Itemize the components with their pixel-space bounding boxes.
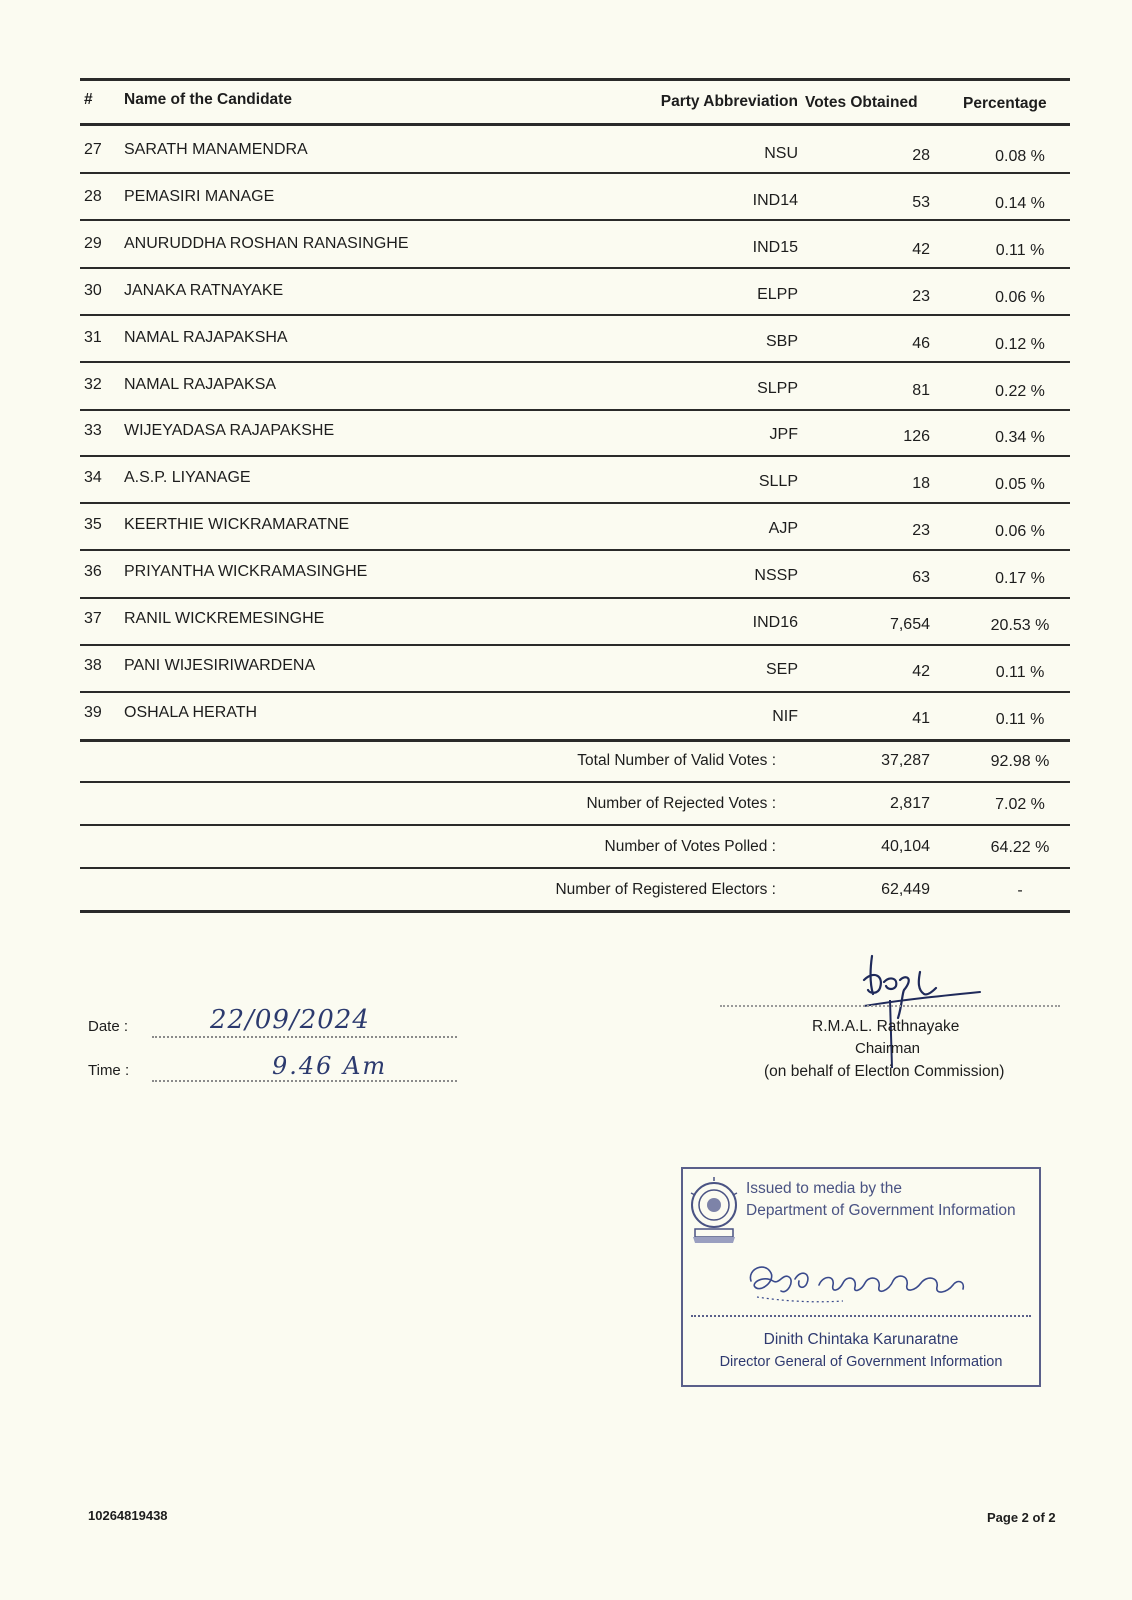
row-number: 29 — [84, 235, 102, 252]
party-abbreviation: SLPP — [757, 380, 798, 397]
vote-percentage: 0.17 % — [995, 570, 1045, 587]
candidate-name: KEERTHIE WICKRAMARATNE — [124, 516, 350, 533]
party-abbreviation: IND14 — [752, 192, 798, 209]
row-rule — [80, 502, 1070, 504]
vote-percentage: 0.05 % — [995, 476, 1045, 493]
votes-obtained: 18 — [912, 475, 930, 492]
votes-obtained: 53 — [912, 194, 930, 211]
summary-rule — [80, 867, 1070, 869]
row-rule — [80, 597, 1070, 599]
row-number: 38 — [84, 657, 102, 674]
row-number: 36 — [84, 563, 102, 580]
vote-percentage: 0.08 % — [995, 148, 1045, 165]
summary-label: Number of Votes Polled : — [604, 838, 776, 855]
party-abbreviation: JPF — [769, 426, 798, 443]
summary-label: Number of Registered Electors : — [555, 881, 776, 898]
row-rule — [80, 409, 1070, 411]
summary-value: 40,104 — [881, 838, 930, 855]
party-abbreviation: IND16 — [752, 614, 798, 631]
time-label: Time : — [88, 1062, 130, 1079]
votes-obtained: 28 — [912, 147, 930, 164]
summary-rule — [80, 910, 1070, 913]
summary-value: 62,449 — [881, 881, 930, 898]
stamp-line-department: Department of Government Information — [746, 1202, 1016, 1219]
vote-percentage: 0.12 % — [995, 336, 1045, 353]
vote-percentage: 0.11 % — [995, 664, 1045, 681]
summary-top-rule — [80, 739, 1070, 742]
party-abbreviation: SBP — [765, 333, 798, 350]
date-dotted-line — [152, 1036, 457, 1038]
row-rule — [80, 314, 1070, 316]
signatory-behalf: (on behalf of Election Commission) — [764, 1063, 1005, 1080]
signature-dotted-line — [720, 1005, 1060, 1007]
vote-percentage: 0.11 % — [995, 242, 1045, 259]
candidate-name: PRIYANTHA WICKRAMASINGHE — [124, 563, 368, 580]
row-rule — [80, 172, 1070, 174]
candidate-name: RANIL WICKREMESINGHE — [124, 610, 325, 627]
candidate-name: A.S.P. LIYANAGE — [124, 469, 251, 486]
director-signature — [743, 1251, 983, 1311]
stamp-director-name: Dinith Chintaka Karunaratne — [763, 1331, 959, 1348]
summary-label: Number of Rejected Votes : — [586, 795, 776, 812]
party-abbreviation: NIF — [772, 708, 798, 725]
row-number: 34 — [84, 469, 102, 486]
row-number: 33 — [84, 422, 102, 439]
party-abbreviation: NSSP — [754, 567, 798, 584]
row-rule — [80, 644, 1070, 646]
row-number: 27 — [84, 141, 102, 158]
party-abbreviation: AJP — [768, 520, 798, 537]
votes-obtained: 46 — [912, 335, 930, 352]
stamp-director-title: Director General of Government Information — [719, 1354, 1003, 1370]
vote-percentage: 0.34 % — [995, 429, 1045, 446]
candidate-name: NAMAL RAJAPAKSA — [124, 376, 277, 393]
time-handwritten: 9.46 Am — [272, 1052, 388, 1080]
party-abbreviation: IND15 — [752, 239, 798, 256]
votes-obtained: 126 — [903, 428, 930, 445]
candidate-name: PEMASIRI MANAGE — [124, 188, 275, 205]
votes-obtained: 41 — [912, 710, 930, 727]
header-party: Party Abbreviation — [660, 93, 798, 110]
row-rule — [80, 361, 1070, 363]
row-number: 35 — [84, 516, 102, 533]
votes-obtained: 23 — [912, 288, 930, 305]
candidate-name: SARATH MANAMENDRA — [124, 141, 308, 158]
votes-obtained: 7,654 — [889, 616, 930, 633]
row-number: 32 — [84, 376, 102, 393]
row-number: 31 — [84, 329, 102, 346]
party-abbreviation: ELPP — [757, 286, 798, 303]
summary-percentage: 92.98 % — [990, 753, 1050, 770]
header-number: # — [84, 91, 93, 108]
row-rule — [80, 219, 1070, 221]
vote-percentage: 0.06 % — [995, 523, 1045, 540]
header-votes: Votes Obtained — [805, 94, 918, 111]
row-number: 37 — [84, 610, 102, 627]
candidate-name: NAMAL RAJAPAKSHA — [124, 329, 288, 346]
summary-rule — [80, 781, 1070, 783]
candidate-name: ANURUDDHA ROSHAN RANASINGHE — [124, 235, 409, 252]
table-top-rule — [80, 78, 1070, 81]
row-number: 39 — [84, 704, 102, 721]
votes-obtained: 42 — [912, 663, 930, 680]
header-candidate-name: Name of the Candidate — [124, 91, 292, 108]
row-number: 30 — [84, 282, 102, 299]
row-rule — [80, 549, 1070, 551]
summary-percentage: 7.02 % — [995, 796, 1045, 813]
document-id: 10264819438 — [88, 1508, 168, 1523]
page-number: Page 2 of 2 — [987, 1510, 1056, 1525]
party-abbreviation: NSU — [764, 145, 798, 162]
stamp-line-issued: Issued to media by the — [746, 1180, 902, 1197]
summary-rule — [80, 824, 1070, 826]
row-rule — [80, 267, 1070, 269]
candidate-name: WIJEYADASA RAJAPAKSHE — [124, 422, 335, 439]
vote-percentage: 0.06 % — [995, 289, 1045, 306]
date-handwritten: 22/09/2024 — [210, 1005, 370, 1035]
vote-percentage: 20.53 % — [990, 617, 1050, 634]
candidate-name: OSHALA HERATH — [124, 704, 258, 721]
candidate-name: JANAKA RATNAYAKE — [124, 282, 284, 299]
summary-label: Total Number of Valid Votes : — [577, 752, 776, 769]
time-dotted-line — [152, 1080, 457, 1082]
header-rule — [80, 123, 1070, 126]
vote-percentage: 0.14 % — [995, 195, 1045, 212]
summary-value: 37,287 — [881, 752, 930, 769]
vote-percentage: 0.11 % — [995, 711, 1045, 728]
votes-obtained: 81 — [912, 382, 930, 399]
row-rule — [80, 455, 1070, 457]
party-abbreviation: SEP — [765, 661, 798, 678]
summary-percentage: 64.22 % — [990, 839, 1050, 856]
votes-obtained: 63 — [912, 569, 930, 586]
header-percentage: Percentage — [963, 95, 1047, 112]
row-number: 28 — [84, 188, 102, 205]
candidate-name: PANI WIJESIRIWARDENA — [124, 657, 316, 674]
summary-value: 2,817 — [889, 795, 930, 812]
state-emblem-icon — [687, 1175, 741, 1245]
votes-obtained: 42 — [912, 241, 930, 258]
stamp-dotted-line — [691, 1315, 1031, 1317]
date-label: Date : — [88, 1018, 129, 1035]
signatory-title: Chairman — [855, 1040, 921, 1057]
votes-obtained: 23 — [912, 522, 930, 539]
summary-percentage: - — [1017, 882, 1023, 899]
party-abbreviation: SLLP — [758, 473, 798, 490]
signatory-name: R.M.A.L. Rathnayake — [812, 1018, 960, 1035]
media-issue-stamp — [681, 1167, 1041, 1387]
row-rule — [80, 691, 1070, 693]
vote-percentage: 0.22 % — [995, 383, 1045, 400]
